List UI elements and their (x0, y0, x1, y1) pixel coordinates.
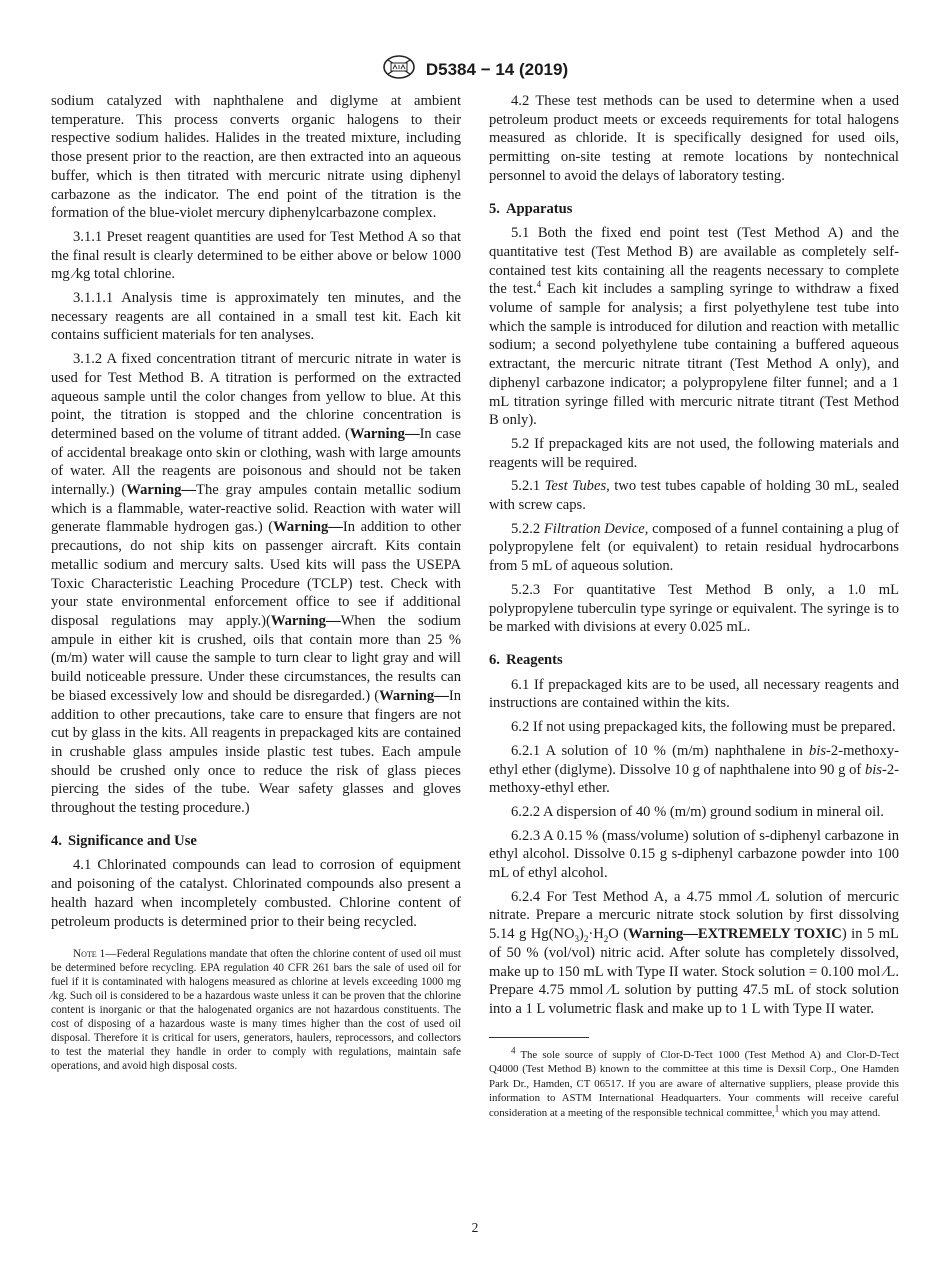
paragraph-5-2-1 (489, 477, 899, 514)
section-title: Apparatus (505, 200, 573, 217)
paragraph-5-1 (489, 224, 899, 430)
warning-label: Warning— (270, 612, 341, 629)
text-run: O ( (608, 926, 629, 943)
section-number: 4. (51, 832, 62, 849)
text-run: two test tubes capable of holding 30 mL, sealed with screw caps. (489, 478, 899, 514)
text-run: 5.1 Both the fixed end point test (Test Method A) and the quantitative test (Test Method B) are available as completely self-contained test kits containing all the reagents necessary to complete the test. (489, 225, 899, 298)
text-run: In addition to other precautions, do not ship kits on passenger aircraft. Kits contain metallic sodium and mercury salts. Used kits will pass the USEPA Toxic Characteristic Leaching Procedure (TCLP) test. Check with your state environmental enforcement office to see if additional disposal regulations may apply.)( (51, 519, 461, 629)
text-run: ·H (588, 926, 604, 943)
paragraph-6-2-1 (489, 742, 899, 798)
section-6-heading (489, 651, 899, 670)
warning-label: Warning— (273, 519, 343, 536)
paragraph-3-1-2 (51, 350, 461, 818)
warning-label: Warning—EXTREMELY TOXIC (628, 926, 842, 943)
term: Filtration Device, (543, 520, 649, 537)
section-5-heading (489, 200, 899, 219)
term: bis (864, 761, 882, 778)
subscript: 3 (574, 934, 580, 945)
warning-label: Warning— (379, 687, 449, 704)
paragraph-5-2-2 (489, 520, 899, 576)
warning-label: Warning— (349, 425, 420, 442)
footnote-ref: 4 (536, 279, 542, 290)
paragraph-4-1: 4.1 Chlorinated compounds can lead to corrosion of equipment and poisoning of the catalyst. Chlorinated compounds also present a health hazard when incompletely combusted. Chlorine content of petroleum products is determined prior to their being recycled. (51, 857, 461, 930)
section-number: 5. (489, 200, 500, 217)
footnote-text: which you may attend. (779, 1107, 881, 1120)
text-run: In addition to other precautions, take care to ensure that fingers are not cut by glass in the kits. All reagents in prepackaged kits are contained in crushable glass ampules inside plastic test tubes. Each ampule should be crushed only once to reduce the risk of glass pieces piercing the sides of the tube. Wear safety glasses and gloves throughout the testing procedure.) (51, 687, 461, 817)
text-run: -2-methoxy-ethyl ether. (489, 761, 899, 797)
text-run: composed of a funnel containing a plug of polypropylene felt (or equivalent) to retain residual hydrocarbons from 5 mL of aqueous solution. (489, 520, 899, 575)
astm-logo-icon (382, 54, 416, 85)
document-id: D5384 − 14 (2019) (425, 59, 569, 79)
note-text: —Federal Regulations mandate that often the chlorine content of used oil must be determined before recycling. EPA regulation 40 CFR 261 bars the sale of used oil for fuel if it is contaminated with halogens measured as chlorine at levels exceeding 1000 mg ⁄kg. Such oil is considered to be a hazardous waste unless it can be proven that the chlorine content is inorganic or that the halogenated organics are not hazardous constituents. The cost of disposing of a hazardous waste is many times higher than the cost of used oil disposal. Therefore it is critical for users, generators, haulers, reprocessors, and collectors to test the material they handle in order to comply with regulations, maintain safe operations, and avoid high disposal costs. (51, 948, 461, 1073)
paragraph-6-2-4 (489, 888, 899, 1019)
text-run: -2-methoxy-ethyl ether (diglyme). Dissolve 10 g of naphthalene into 90 g of (489, 742, 899, 778)
section-title: Reagents (505, 651, 563, 668)
text-run: 6.2.4 For Test Method A, a 4.75 mmol ⁄L solution of mercuric nitrate. Prepare a mercuric nitrate stock solution by first dissolving 5.14 g Hg(NO (489, 888, 899, 943)
text-run: ) (579, 926, 584, 943)
paragraph-continued: sodium catalyzed with naphthalene and diglyme at ambient temperature. This process converts organic halogens to their respective sodium halides. Halides in the treated mixture, including those present prior to the reaction, are then extracted into an aqueous buffer, which is then titrated with mercuric nitrate using diphenyl carbazone as the indicator. The end point of the titration is the formation of the blue-violet mercury diphenylcarbazone complex. (51, 93, 461, 222)
text-run: 3.1.2 A fixed concentration titrant of mercuric nitrate in water is used for Test Method B. A titration is performed on the extracted aqueous sample until the color changes from yellow to blue. At this point, the titration is stopped and the chlorine concentration is determined based on the volume of titrant added. ( (51, 351, 461, 442)
right-column (489, 92, 899, 1121)
left-column (51, 92, 461, 1073)
footnote-4 (489, 1045, 899, 1121)
subscript: 2 (603, 934, 609, 945)
page-header (0, 54, 950, 85)
paragraph-5-2-3: 5.2.3 For quantitative Test Method B only, a 1.0 mL polypropylene tuberculin type syringe or equivalent. The syringe is to be marked with divisions at every 0.025 mL. (489, 581, 899, 636)
text-run: When the sodium ampule in either kit is crushed, oils that contain more than 25 % (m/m) water will cause the sample to turn clear to light gray and will build noticeable pressure. Under these circumstances, the results can be biased excessively low and should be disregarded.) ( (51, 612, 461, 704)
paragraph-6-2: 6.2 If not using prepackaged kits, the following must be prepared. (511, 719, 896, 736)
text-run: The gray ampules contain metallic sodium which is a flammable, water-reactive solid. Reaction with water will generate flammable hydrogen gas.) ( (51, 482, 461, 536)
page-number: 2 (471, 1220, 479, 1235)
warning-label: Warning— (126, 482, 197, 499)
term: bis (809, 742, 827, 759)
note-1 (51, 947, 461, 1073)
text-run: In case of accidental breakage onto skin or clothing, wash with large amounts of water. All the reagents are poisonous and should not be taken internally.) ( (51, 425, 462, 499)
footnote-marker: 4 (511, 1045, 516, 1056)
text-run: ) in 5 mL of 50 % (vol/vol) nitric acid. After solute has completely dissolved, make up to 150 mL with Type II water. Stock solution = 0.100 mol ⁄L. Prepare 4.75 mmol ⁄L solution by putting 47.5 mL of stock solution into a 1 L volumetric flask and make up to 1 L with Type II water. (489, 926, 899, 1017)
paragraph-5-2: 5.2 If prepackaged kits are not used, the following materials and reagents will be required. (489, 435, 899, 471)
footnote-ref: 1 (774, 1103, 780, 1114)
text-run: Each kit includes a sampling syringe to withdraw a fixed volume of sample for analysis; a first polyethylene test tube into which the sample is introduced for dilution and reaction with metallic sodium; a second polyethylene tube containing a buffered aqueous extractant, the mercuric nitrate titrant (Test Method A only), and diphenyl carbazone indicator; a polypropylene filter funnel; and a 1 mL titration syringe filled with mercuric nitrate titrant (Test Method B only). (489, 281, 899, 429)
paragraph-6-1: 6.1 If prepackaged kits are to be used, all necessary reagents and instructions are contained within the kits. (489, 676, 899, 712)
text-run: 5.2.1 (511, 478, 545, 495)
footnote-divider (489, 1037, 589, 1038)
footnote-text: The sole source of supply of Clor-D-Tect 1000 (Test Method A) and Clor-D-Tect Q4000 (Test Method B) known to the committee at this time is Dexsil Corp., One Hamden Park Dr., Hamden, CT 06517. If you are aware of alternative suppliers, please provide this information to ASTM International Headquarters. Your comments will receive careful consideration at a meeting of the responsible technical committee, (489, 1048, 899, 1120)
paragraph-6-2-2: 6.2.2 A dispersion of 40 % (m/m) ground sodium in mineral oil. (511, 803, 884, 820)
subscript: 2 (583, 934, 589, 945)
text-run: 5.2.2 (511, 520, 544, 537)
section-4-heading (51, 832, 461, 851)
paragraph-3-1-1: 3.1.1 Preset reagent quantities are used for Test Method A so that the final result is clearly determined to be either above or below 1000 mg ⁄kg total chlorine. (51, 228, 461, 283)
paragraph-6-2-3: 6.2.3 A 0.15 % (mass/volume) solution of s-diphenyl carbazone in ethyl alcohol. Dissolve 0.15 g s-diphenyl carbazone powder into 100 mL of ethyl alcohol. (489, 827, 899, 882)
section-title: Significance and Use (67, 832, 197, 849)
term: Test Tubes, (544, 478, 610, 495)
paragraph-4-2: 4.2 These test methods can be used to determine when a used petroleum product meets or exceeds requirements for total halogens measured as chloride. It is specifically designed for used oils, permitting on-site testing at remote locations by nontechnical personnel to avoid the delays of laboratory testing. (489, 93, 899, 184)
text-run: 6.2.1 A solution of 10 % (m/m) naphthalene in (511, 742, 810, 759)
paragraph-3-1-1-1: 3.1.1.1 Analysis time is approximately ten minutes, and the necessary reagents are all contained in a small test kit. Each kit contains sufficient materials for ten analyses. (51, 290, 461, 344)
note-label: Note 1 (73, 948, 106, 961)
section-number: 6. (489, 651, 500, 668)
